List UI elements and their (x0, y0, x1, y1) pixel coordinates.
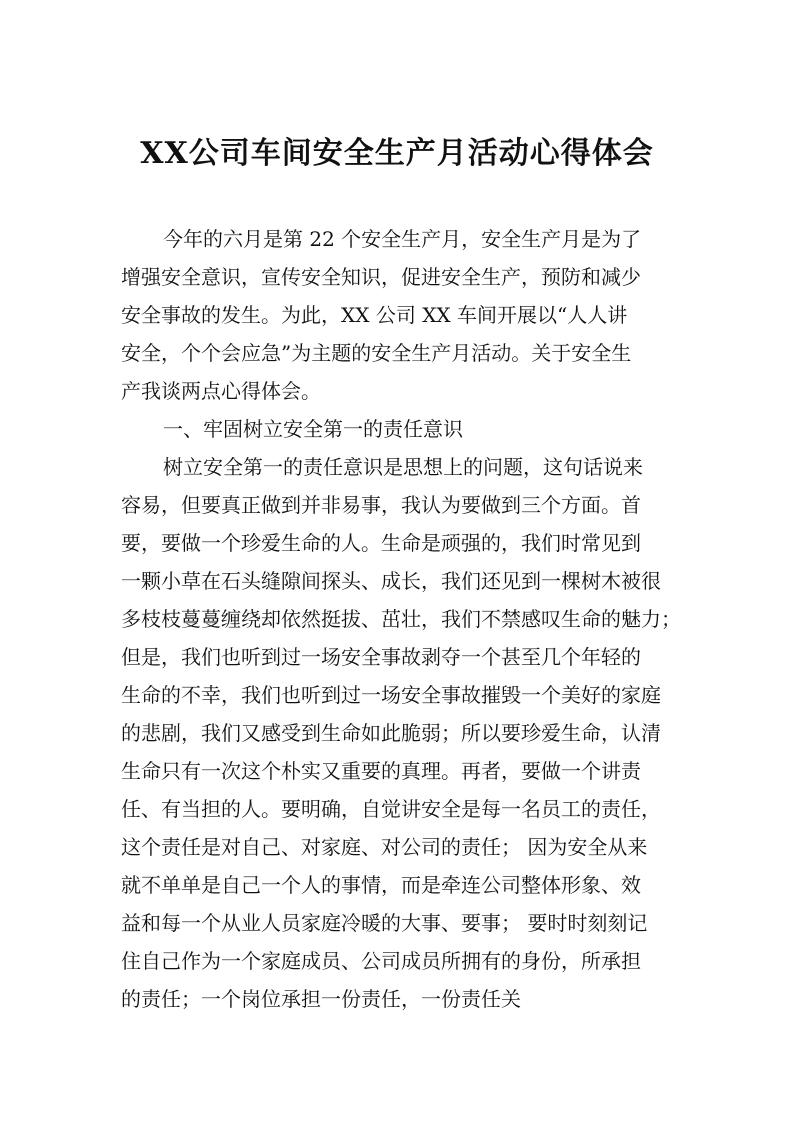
paragraph-line: 住自己作为一个家庭成员、公司成员所拥有的身份，所承担 (121, 949, 641, 973)
paragraph-line: 生命的不幸，我们也听到过一场安全事故摧毁一个美好的家庭 (121, 683, 661, 707)
paragraph-line: 但是，我们也听到过一场安全事故剥夺一个甚至几个年轻的 (121, 645, 641, 669)
paragraph-line: 就不单单是自己一个人的事情，而是牵连公司整体形象、效 (121, 873, 641, 897)
paragraph-line: 这个责任是对自己、对家庭、对公司的责任； 因为安全从来 (121, 835, 648, 859)
paragraph-line: 安全事故的发生。为此，XX 公司 XX 车间开展以“人人讲 (121, 303, 628, 327)
paragraph-line: 要，要做一个珍爱生命的人。生命是顽强的，我们时常见到 (121, 531, 641, 555)
paragraph-line: 的悲剧，我们又感受到生命如此脆弱；所以要珍爱生命，认清 (121, 721, 661, 745)
paragraph-line: 任、有当担的人。要明确，自觉讲安全是每一名员工的责任， (121, 797, 661, 821)
paragraph-line: 增强安全意识，宣传安全知识，促进安全生产，预防和减少 (121, 265, 641, 289)
paragraph-line: 容易，但要真正做到并非易事，我认为要做到三个方面。首 (121, 493, 641, 517)
document-title: XX公司车间安全生产月活动心得体会 (140, 136, 654, 171)
paragraph-line: 多枝枝蔓蔓缠绕却依然挺拔、茁壮，我们不禁感叹生命的魅力； (121, 607, 681, 631)
document-body (121, 220, 701, 1018)
paragraph-line: 的责任；一个岗位承担一份责任，一份责任关 (121, 987, 521, 1011)
paragraph-line: 今年的六月是第 22 个安全生产月，安全生产月是为了 (163, 227, 642, 251)
paragraph-line: 安全，个个会应急”为主题的安全生产月活动。关于安全生 (121, 341, 632, 365)
paragraph-line: 益和每一个从业人员家庭冷暖的大事、要事； 要时时刻刻记 (121, 911, 648, 935)
paragraph-line: 树立安全第一的责任意识是思想上的问题，这句话说来 (163, 455, 643, 479)
section-heading: 一、牢固树立安全第一的责任意识 (163, 417, 463, 441)
paragraph-line: 生命只有一次这个朴实又重要的真理。再者，要做一个讲责 (121, 759, 641, 783)
paragraph-line: 产我谈两点心得体会。 (121, 379, 321, 403)
paragraph-line: 一颗小草在石头缝隙间探头、成长，我们还见到一棵树木被很 (121, 569, 661, 593)
